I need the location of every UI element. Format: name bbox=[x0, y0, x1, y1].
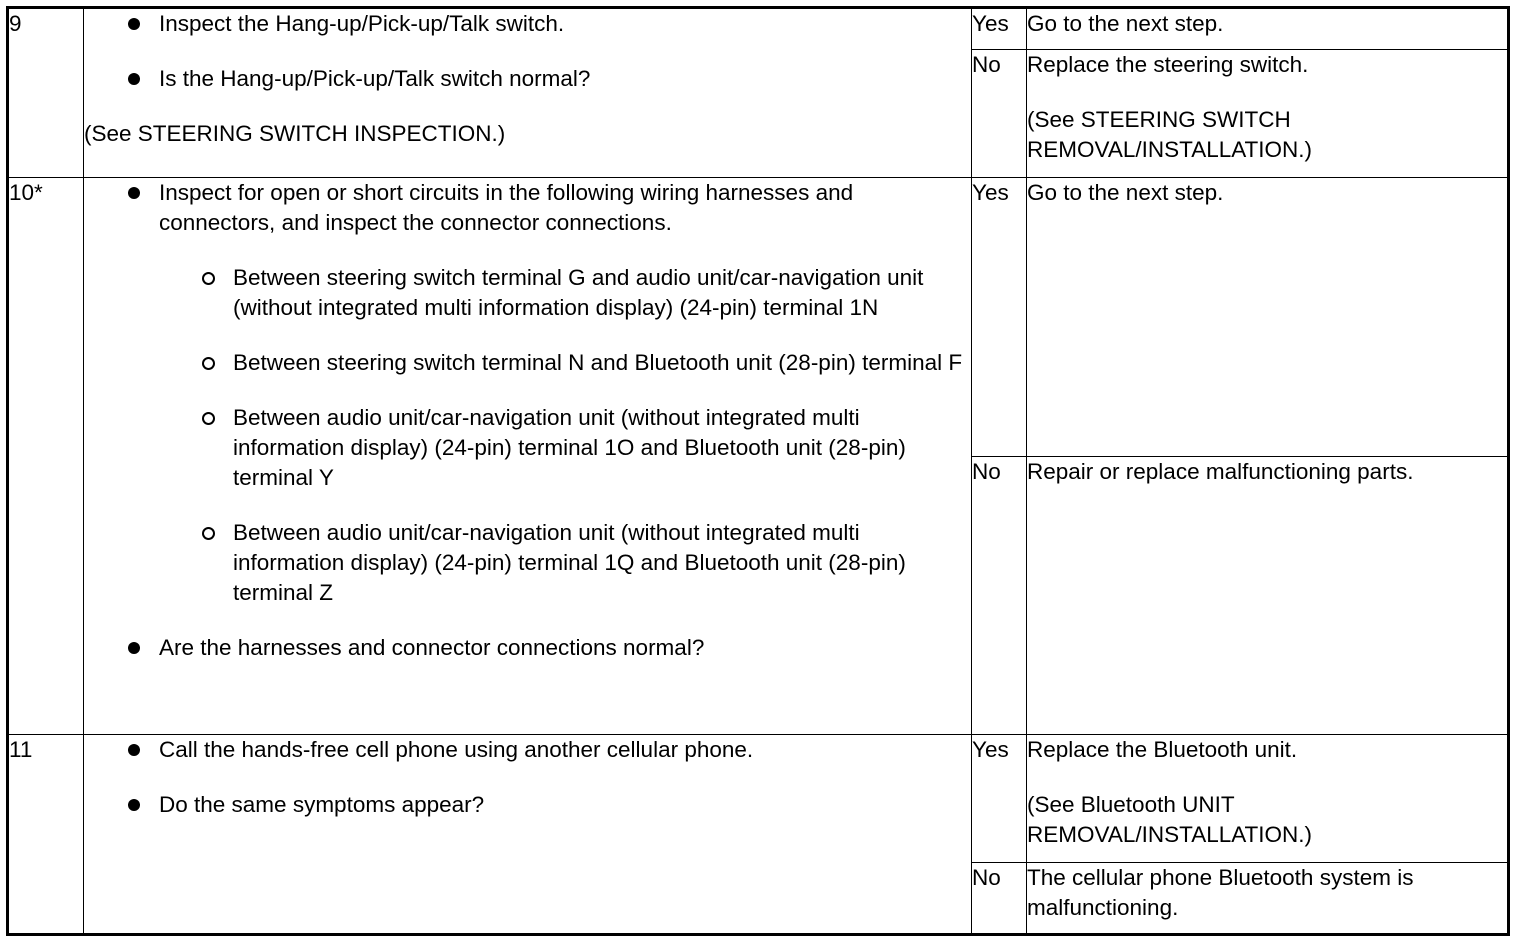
no-action: Replace the steering switch. bbox=[1027, 52, 1309, 77]
sub-bullet-item: Between steering switch terminal N and Bluetooth unit (28-pin) terminal F bbox=[84, 348, 971, 378]
no-action: The cellular phone Bluetooth system is malfunctioning. bbox=[1027, 863, 1509, 935]
sub-bullet-item: Between audio unit/car-navigation unit (without integrated multi information display) (24-pin) terminal 1O and Bluetooth unit (28-pin) terminal Y bbox=[84, 403, 971, 493]
bullet-item: Is the Hang-up/Pick-up/Talk switch normal? bbox=[84, 64, 971, 94]
step-number: 9 bbox=[8, 8, 84, 178]
yes-label: Yes bbox=[972, 8, 1027, 50]
bullet-item: Inspect the Hang-up/Pick-up/Talk switch. bbox=[84, 9, 971, 39]
reference-note: (See STEERING SWITCH INSPECTION.) bbox=[84, 121, 506, 146]
reference-note: (See STEERING SWITCH REMOVAL/INSTALLATION.) bbox=[1027, 107, 1313, 162]
reference-note: (See Bluetooth UNIT REMOVAL/INSTALLATION.) bbox=[1027, 792, 1313, 847]
no-label: No bbox=[972, 863, 1027, 935]
no-label: No bbox=[972, 50, 1027, 178]
bullet-item: Do the same symptoms appear? bbox=[84, 790, 971, 820]
step-number: 11 bbox=[8, 735, 84, 935]
step-number: 10* bbox=[8, 178, 84, 735]
step-description bbox=[84, 735, 972, 935]
bullet-item: Call the hands-free cell phone using another cellular phone. bbox=[84, 735, 971, 765]
bullet-item: Inspect for open or short circuits in the following wiring harnesses and connectors, and inspect the connector connections. bbox=[84, 178, 971, 238]
yes-action: Go to the next step. bbox=[1027, 178, 1509, 457]
yes-action: Replace the Bluetooth unit. bbox=[1027, 737, 1298, 762]
yes-label: Yes bbox=[972, 178, 1027, 457]
troubleshooting-table bbox=[6, 6, 1510, 936]
sub-bullet-item: Between audio unit/car-navigation unit (without integrated multi information display) (24-pin) terminal 1Q and Bluetooth unit (28-pin) terminal Z bbox=[84, 518, 971, 608]
yes-action-cell bbox=[1027, 735, 1509, 863]
no-label: No bbox=[972, 457, 1027, 735]
sub-bullet-item: Between steering switch terminal G and audio unit/car-navigation unit (without integrated multi information display) (24-pin) terminal 1N bbox=[84, 263, 971, 323]
yes-label: Yes bbox=[972, 735, 1027, 863]
step-description bbox=[84, 178, 972, 735]
step-description bbox=[84, 8, 972, 178]
no-action-cell bbox=[1027, 50, 1509, 178]
bullet-item: Are the harnesses and connector connections normal? bbox=[84, 633, 971, 663]
yes-action: Go to the next step. bbox=[1027, 8, 1509, 50]
no-action: Repair or replace malfunctioning parts. bbox=[1027, 457, 1509, 735]
